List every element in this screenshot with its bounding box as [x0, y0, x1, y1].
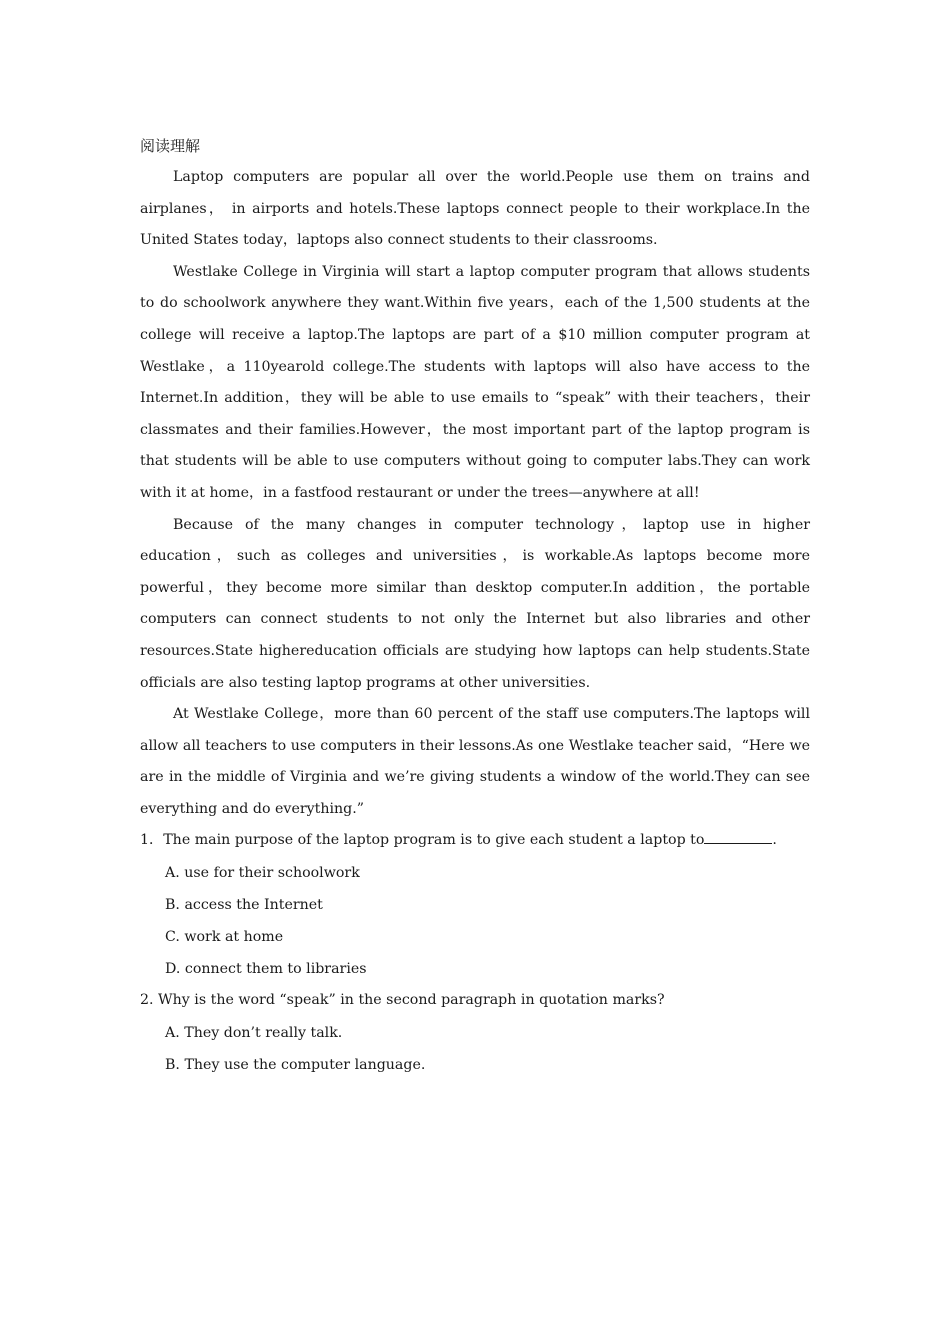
- question-1-text: 1．The main purpose of the laptop program is to give each student a laptop to: [140, 832, 705, 849]
- question-1-end: .: [772, 832, 777, 849]
- question-2-text: 2. Why is the word “speak” in the second paragraph in quotation marks?: [140, 992, 665, 1009]
- option-a: A. use for their schoolwork: [165, 865, 360, 882]
- question-2: [140, 985, 810, 1081]
- document-page: [140, 132, 810, 1081]
- option-a: A. They don’t really talk.: [165, 1024, 343, 1041]
- section-heading: 阅读理解: [140, 137, 201, 155]
- option-c: C. work at home: [165, 929, 284, 946]
- question-1: [140, 825, 810, 985]
- question-1-stem: [140, 825, 810, 857]
- option-d: D. connect them to libraries: [165, 961, 367, 978]
- option-b: B. access the Internet: [165, 897, 323, 914]
- passage-paragraph-1: Laptop computers are popular all over the world.People use them on trains and airplanes， in airports and hotels.These laptops connect people to their workplace.In the United States today，laptops also connect students to their classrooms.: [140, 169, 810, 249]
- question-2-options: [140, 1017, 810, 1081]
- passage-paragraph-2: Westlake College in Virginia will start a laptop computer program that allows students to do schoolwork anywhere they want.Within five years，each of the 1,500 students at the college will receive a laptop.The laptops are part of a $10 million computer program at Westlake，a 110yearold college.The students with laptops will also have access to the Internet.In addition，they will be able to use emails to “speak” with their teachers，their classmates and their families.However，the most important part of the laptop program is that students will be able to use computers without going to computer labs.They can work with it at home，in a fastfood restaurant or under the trees—anywhere at all!: [140, 263, 810, 501]
- question-1-options: [140, 857, 810, 985]
- answer-blank: [704, 829, 772, 844]
- option-b: B. They use the computer language.: [165, 1056, 426, 1073]
- passage-paragraph-3: Because of the many changes in computer technology，laptop use in higher education，such as colleges and universities，is workable.As laptops become more powerful，they become more similar than desktop computer.In addition，the portable computers can connect students to not only the Internet but also libraries and other resources.State highereducation officials are studying how laptops can help students.State officials are also testing laptop programs at other universities.: [140, 516, 810, 691]
- passage-paragraph-4: At Westlake College，more than 60 percent of the staff use computers.The laptops will allow all teachers to use computers in their lessons.As one Westlake teacher said，“Here we are in the middle of Virginia and we’re giving students a window of the world.They can see everything and do everything.”: [140, 706, 810, 817]
- question-2-stem: [140, 985, 810, 1017]
